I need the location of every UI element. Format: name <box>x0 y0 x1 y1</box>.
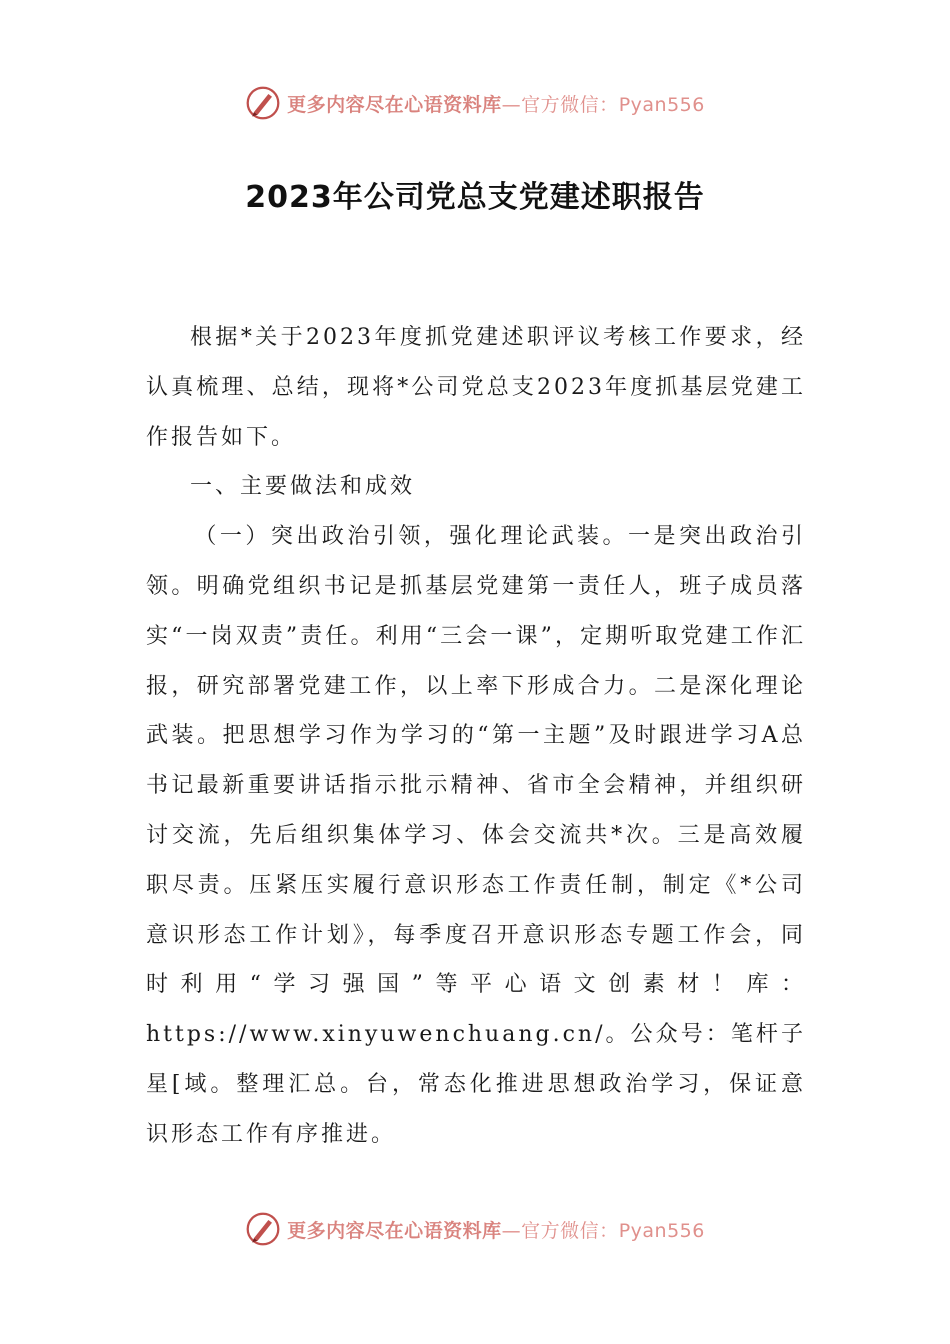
section-heading: 一、主要做法和成效 <box>190 474 416 500</box>
watermark-dash: — <box>501 93 522 116</box>
watermark-wechat-id: Pyan556 <box>618 93 705 116</box>
watermark-dash: — <box>501 1219 522 1242</box>
document-title: 2023年公司党总支党建述职报告 <box>245 180 705 215</box>
watermark-text <box>287 1216 705 1243</box>
watermark-text <box>287 90 705 117</box>
watermark-brand: 更多内容尽在心语资料库 <box>287 93 502 116</box>
watermark-wechat-id: Pyan556 <box>618 1219 705 1242</box>
pen-logo-icon <box>245 85 281 121</box>
intro-paragraph: 根据*关于2023年度抓党建述职评议考核工作要求，经认真梳理、总结，现将*公司党总支2023年度抓基层党建工作报告如下。 <box>146 325 806 450</box>
watermark-brand: 更多内容尽在心语资料库 <box>287 1219 502 1242</box>
watermark-official-label: 官方微信： <box>521 93 619 116</box>
watermark-banner-bottom <box>0 1207 950 1251</box>
watermark-banner-top <box>0 81 950 125</box>
subsection-paragraph: （一）突出政治引领，强化理论武装。一是突出政治引领。明确党组织书记是抓基层党建第一责任人，班子成员落实“一岗双责”责任。利用“三会一课”，定期听取党建工作汇报，研究部署党建工作，以上率下形成合力。二是深化理论武装。把思想学习作为学习的“第一主题”及时跟进学习A总书记最新重要讲话指示批示精神、省市全会精神，并组织研讨交流，先后组织集体学习、体会交流共*次。三是高效履职尽责。压紧压实履行意识形态工作责任制，制定《*公司意识形态工作计划》，每季度召开意识形态专题工作会，同时利用“学习强国”等平心语文创素材！库：https://www.xinyuwenchuang.cn/。公众号：笔杆子星[域。整理汇总。台，常态化推进思想政治学习，保证意识形态工作有序推进。 <box>146 524 806 1147</box>
watermark-official-label: 官方微信： <box>521 1219 619 1242</box>
document-body <box>146 313 806 1160</box>
pen-logo-icon <box>245 1211 281 1247</box>
